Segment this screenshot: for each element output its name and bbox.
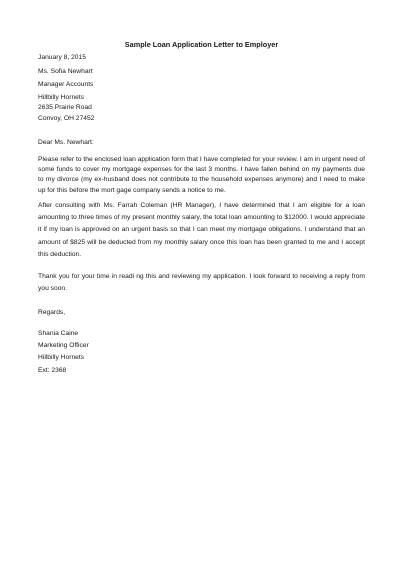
signature-extension: Ext: 2368 (38, 367, 67, 374)
paragraph-1: Please refer to the enclosed loan application form that I have completed for your review. I am in urgent need of some funds to cover my mortgage expenses for the last 3 months. I have fallen behind on my payments due to my divorce (my ex-husband does not contribute to the household expenses anymore) and I need to make up for this before the mort gage company sends a notice to me. (38, 156, 365, 194)
letter-date: January 8, 2015 (38, 54, 86, 61)
letter-title: Sample Loan Application Letter to Employer (124, 40, 279, 49)
recipient-company: Hillbilly Hornets (38, 94, 85, 101)
signature-name: Shania Caine (38, 330, 79, 337)
recipient-title: Manager Accounts (38, 81, 94, 88)
recipient-street: 2635 Prairie Road (38, 104, 92, 111)
paragraph-3: Thank you for your time in readi ng this and reviewing my application. I look forward to receiving a reply from you soon. (38, 273, 365, 293)
signature-title: Marketing Officer (38, 342, 89, 349)
paragraph-2: After consulting with Ms. Farrah Coleman (HR Manager), I have determined that I am eligible for a loan amounting to three times of my present monthly salary, the total loan amounting to $12000. I would appreciate it if my loan is approved on an urgent basis so that I can meet my mortgage obligations. I understand that an amount of $825 will be deducted from my monthly salary once this loan has been granted to me and I accept this deduction. (38, 202, 365, 258)
recipient-city: Convoy, OH 27452 (38, 115, 95, 122)
closing: Regards, (38, 309, 66, 316)
salutation: Dear Ms. Newhart: (38, 139, 94, 146)
recipient-name: Ms. Sofia Newhart (38, 68, 93, 75)
signature-company: Hillbilly Hornets (38, 354, 85, 361)
